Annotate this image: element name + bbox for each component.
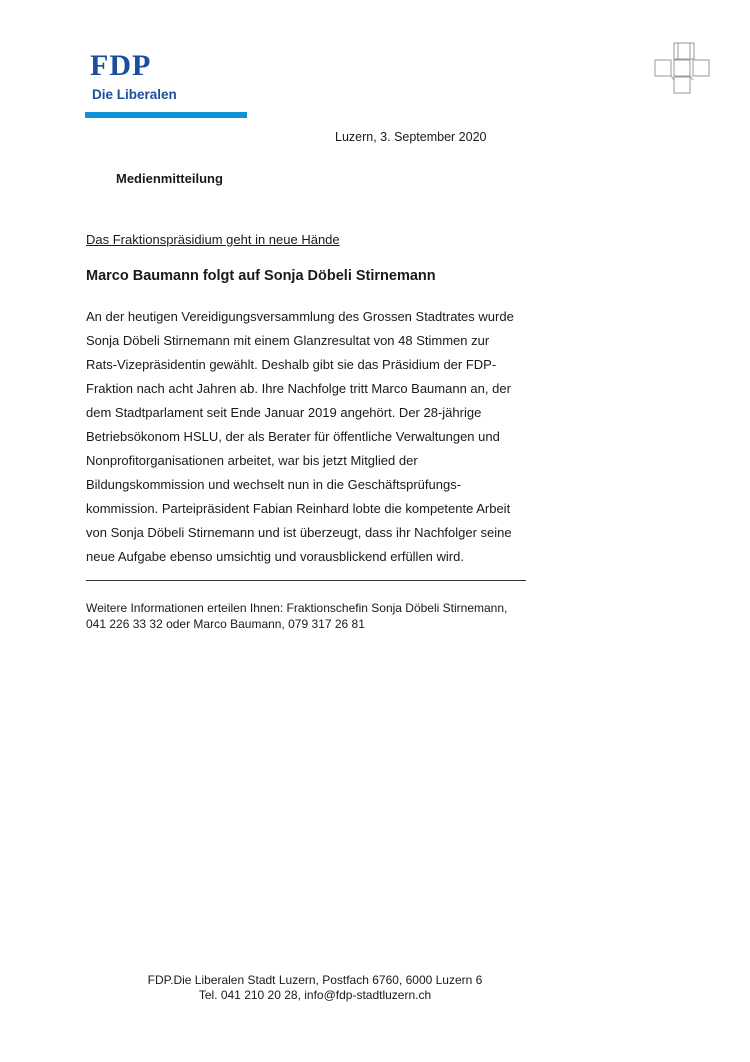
logo-bar	[85, 112, 247, 118]
contact-line: Weitere Informationen erteilen Ihnen: Fraktionschefin Sonja Döbeli Stirnemann,	[86, 601, 508, 615]
separator-line	[86, 580, 526, 581]
logo-wordmark: FDP	[90, 49, 152, 82]
date-line: Luzern, 3. September 2020	[335, 130, 487, 144]
body-line: Sonja Döbeli Stirnemann mit einem Glanzresultat von 48 Stimmen zur	[86, 333, 490, 348]
headline: Marco Baumann folgt auf Sonja Döbeli Stirnemann	[86, 268, 436, 284]
body-line: dem Stadtparlament seit Ende Januar 2019 angehört. Der 28-jährige	[86, 405, 482, 420]
footer-line: FDP.Die Liberalen Stadt Luzern, Postfach 6760, 6000 Luzern 6	[147, 973, 483, 987]
body-line: kommission. Parteipräsident Fabian Reinhard lobte die kompetente Arbeit	[86, 501, 511, 516]
body-line: Rats-Vizepräsidentin gewählt. Deshalb gibt sie das Präsidium der FDP-	[86, 357, 497, 372]
footer-line: Tel. 041 210 20 28, info@fdp-stadtluzern.ch	[198, 988, 432, 1002]
lucerne-emblem-icon	[652, 40, 712, 100]
body-line: An der heutigen Vereidigungsversammlung des Grossen Stadtrates wurde	[86, 309, 514, 324]
body-paragraph	[86, 305, 556, 569]
body-line: von Sonja Döbeli Stirnemann und ist überzeugt, dass ihr Nachfolger seine	[86, 525, 512, 540]
body-line: Fraktion nach acht Jahren ab. Ihre Nachfolge tritt Marco Baumann an, der	[86, 381, 511, 396]
body-line: Betriebsökonom HSLU, der als Berater für öffentliche Verwaltungen und	[86, 429, 500, 444]
body-line: Nonprofitorganisationen arbeitet, war bis jetzt Mitglied der	[86, 453, 418, 468]
body-line: neue Aufgabe ebenso umsichtig und vorausblickend erfüllen wird.	[86, 549, 464, 564]
document-type: Medienmitteilung	[116, 171, 223, 186]
topic-line: Das Fraktionspräsidium geht in neue Hände	[86, 232, 340, 247]
footer-address	[0, 973, 630, 1003]
logo-tagline: Die Liberalen	[92, 87, 177, 102]
contact-info	[86, 600, 556, 632]
body-line: Bildungskommission und wechselt nun in die Geschäftsprüfungs-	[86, 477, 462, 492]
contact-line: 041 226 33 32 oder Marco Baumann, 079 317 26 81	[86, 617, 365, 631]
